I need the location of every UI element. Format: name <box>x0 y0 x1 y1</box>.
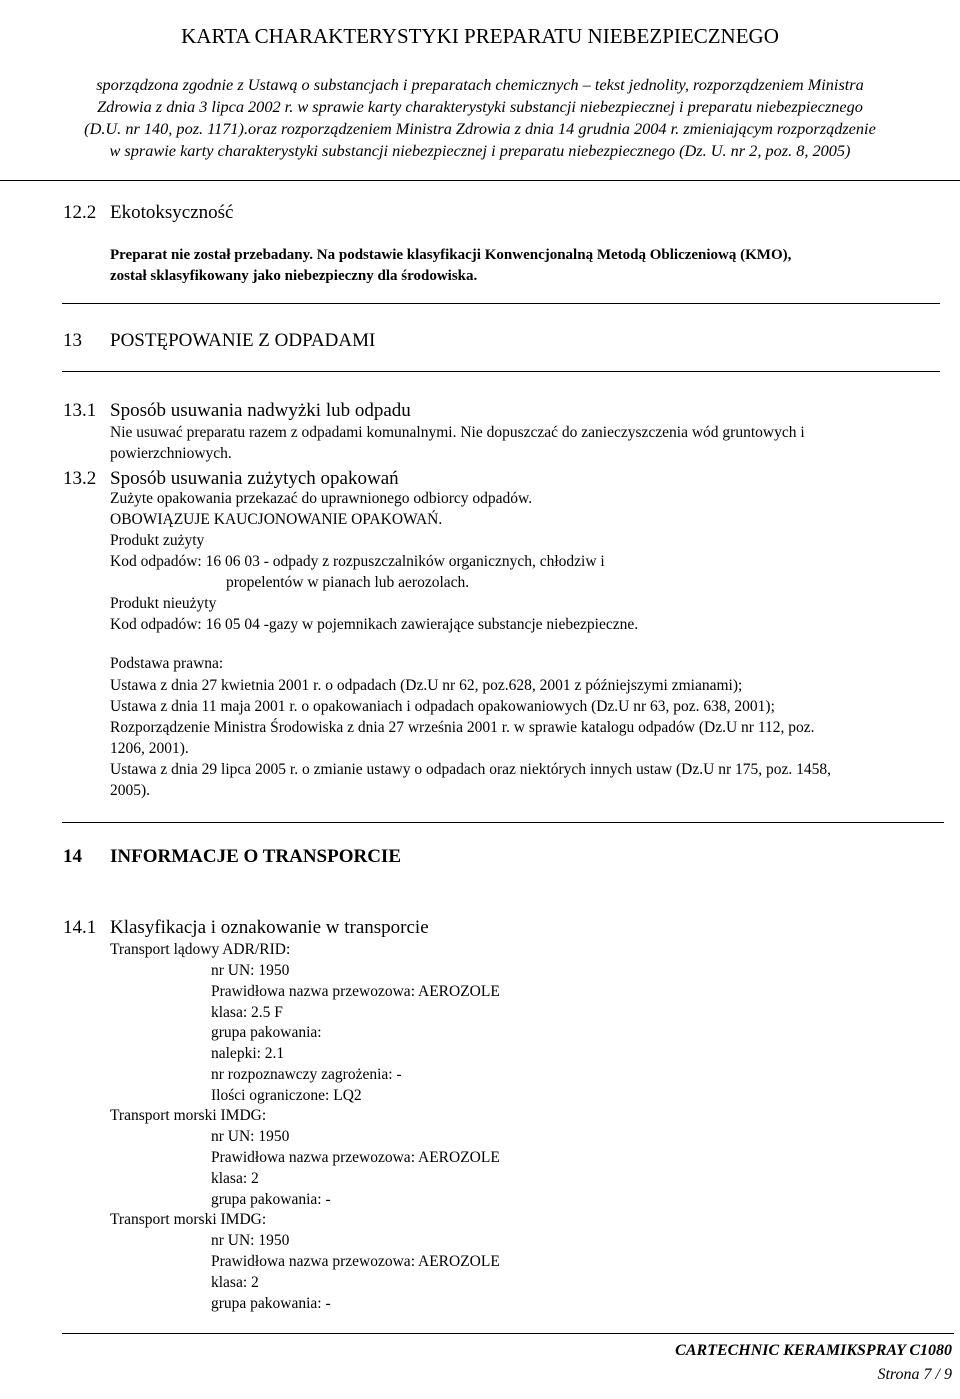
unused-product-code: Kod odpadów: 16 05 04 -gazy w pojemnikach zawierające substancje niebezpieczne. <box>110 616 639 633</box>
imdg-2-name: Prawidłowa nazwa przewozowa: AEROZOLE <box>211 1253 500 1270</box>
section-12-2-number: 12.2 <box>63 202 97 223</box>
divider-13 <box>62 371 940 372</box>
section-12-2-title: Ekotoksyczność <box>110 202 234 223</box>
legal-line-4: 1206, 2001). <box>110 740 189 757</box>
imdg-2-label: Transport morski IMDG: <box>110 1211 267 1228</box>
imdg-2-packing-group: grupa pakowania: - <box>211 1295 331 1312</box>
section-13-1-title: Sposób usuwania nadwyżki lub odpadu <box>110 400 411 421</box>
subtitle-line-4: w sprawie karty charakterystyki substancji niebezpiecznej i preparatu niebezpiecznego (Dz. U. nr 2, poz. 8, 2005) <box>109 141 851 160</box>
adr-un: nr UN: 1950 <box>211 962 290 979</box>
footer-page-number: Strona 7 / 9 <box>877 1366 952 1383</box>
legal-line-2: Ustawa z dnia 11 maja 2001 r. o opakowaniach i odpadach opakowaniowych (Dz.U nr 63, poz. 638, 2001); <box>110 698 775 715</box>
section-14-title: INFORMACJE O TRANSPORCIE <box>110 846 402 867</box>
header-divider <box>0 180 960 181</box>
footer-product-name: CARTECHNIC KERAMIKSPRAY C1080 <box>675 1342 952 1359</box>
document-title: KARTA CHARAKTERYSTYKI PREPARATU NIEBEZPIECZNEGO <box>181 24 779 48</box>
section-13-2-title: Sposób usuwania zużytych opakowań <box>110 468 399 489</box>
adr-label: Transport lądowy ADR/RID: <box>110 941 291 958</box>
imdg-1-label: Transport morski IMDG: <box>110 1107 267 1124</box>
unused-product-label: Produkt nieużyty <box>110 595 217 612</box>
legal-basis-label: Podstawa prawna: <box>110 655 224 672</box>
packaging-text: Zużyte opakowania przekazać do uprawnionego odbiorcy odpadów. <box>110 490 533 507</box>
legal-line-3: Rozporządzenie Ministra Środowiska z dnia 27 września 2001 r. w sprawie katalogu odpadów (Dz.U nr 112, poz. <box>110 719 815 736</box>
footer-divider <box>62 1333 954 1334</box>
deposit-notice: OBOWIĄZUJE KAUCJONOWANIE OPAKOWAŃ. <box>110 511 443 528</box>
section-14-1-title: Klasyfikacja i oznakowanie w transporcie <box>110 917 429 938</box>
section-13-1-number: 13.1 <box>63 400 97 421</box>
section-14-number: 14 <box>63 846 82 867</box>
section-13-title: POSTĘPOWANIE Z ODPADAMI <box>110 330 376 351</box>
imdg-1-class: klasa: 2 <box>211 1170 259 1187</box>
used-product-code-cont: propelentów w pianach lub aerozolach. <box>226 574 470 591</box>
imdg-1-un: nr UN: 1950 <box>211 1128 290 1145</box>
adr-hazard-id: nr rozpoznawczy zagrożenia: - <box>211 1066 402 1083</box>
used-product-code: Kod odpadów: 16 06 03 - odpady z rozpuszczalników organicznych, chłodziw i <box>110 553 605 570</box>
subtitle-line-1: sporządzona zgodnie z Ustawą o substancjach i preparatach chemicznych – tekst jednolity, rozporządzeniem Ministra <box>96 75 864 94</box>
subtitle-line-3: (D.U. nr 140, poz. 1171).oraz rozporządzeniem Ministra Zdrowia z dnia 14 grudnia 2004 r. zmieniającym rozporządzenie <box>84 119 876 138</box>
imdg-1-packing-group: grupa pakowania: - <box>211 1191 331 1208</box>
divider-13-end <box>62 822 944 823</box>
used-product-label: Produkt zużyty <box>110 532 205 549</box>
adr-class: klasa: 2.5 F <box>211 1004 283 1021</box>
disposal-text-line-1: Nie usuwać preparatu razem z odpadami komunalnymi. Nie dopuszczać do zanieczyszczenia wód gruntowych i <box>110 424 805 441</box>
subtitle-line-2: Zdrowia z dnia 3 lipca 2002 r. w sprawie karty charakterystyki substancji niebezpiecznej i preparatu niebezpiecznego <box>97 97 863 116</box>
legal-line-6: 2005). <box>110 782 151 799</box>
divider-12 <box>62 303 940 304</box>
adr-packing-group: grupa pakowania: <box>211 1024 322 1041</box>
ecotox-text-line-1: Preparat nie został przebadany. Na podstawie klasyfikacji Konwencjonalną Metodą Obliczeniową (KMO), <box>110 247 792 263</box>
legal-line-1: Ustawa z dnia 27 kwietnia 2001 r. o odpadach (Dz.U nr 62, poz.628, 2001 z późniejszymi zmianami); <box>110 677 743 694</box>
imdg-1-name: Prawidłowa nazwa przewozowa: AEROZOLE <box>211 1149 500 1166</box>
imdg-2-class: klasa: 2 <box>211 1274 259 1291</box>
adr-labels: nalepki: 2.1 <box>211 1045 285 1062</box>
adr-name: Prawidłowa nazwa przewozowa: AEROZOLE <box>211 983 500 1000</box>
legal-line-5: Ustawa z dnia 29 lipca 2005 r. o zmianie ustawy o odpadach oraz niektórych innych ustaw (Dz.U nr 175, poz. 1458, <box>110 761 831 778</box>
imdg-2-un: nr UN: 1950 <box>211 1232 290 1249</box>
ecotox-text-line-2: został sklasyfikowany jako niebezpieczny dla środowiska. <box>110 268 478 284</box>
section-13-number: 13 <box>63 330 82 351</box>
section-13-2-number: 13.2 <box>63 468 97 489</box>
section-14-1-number: 14.1 <box>63 917 97 938</box>
disposal-text-line-2: powierzchniowych. <box>110 445 232 462</box>
adr-limited-quantities: Ilości ograniczone: LQ2 <box>211 1087 362 1104</box>
